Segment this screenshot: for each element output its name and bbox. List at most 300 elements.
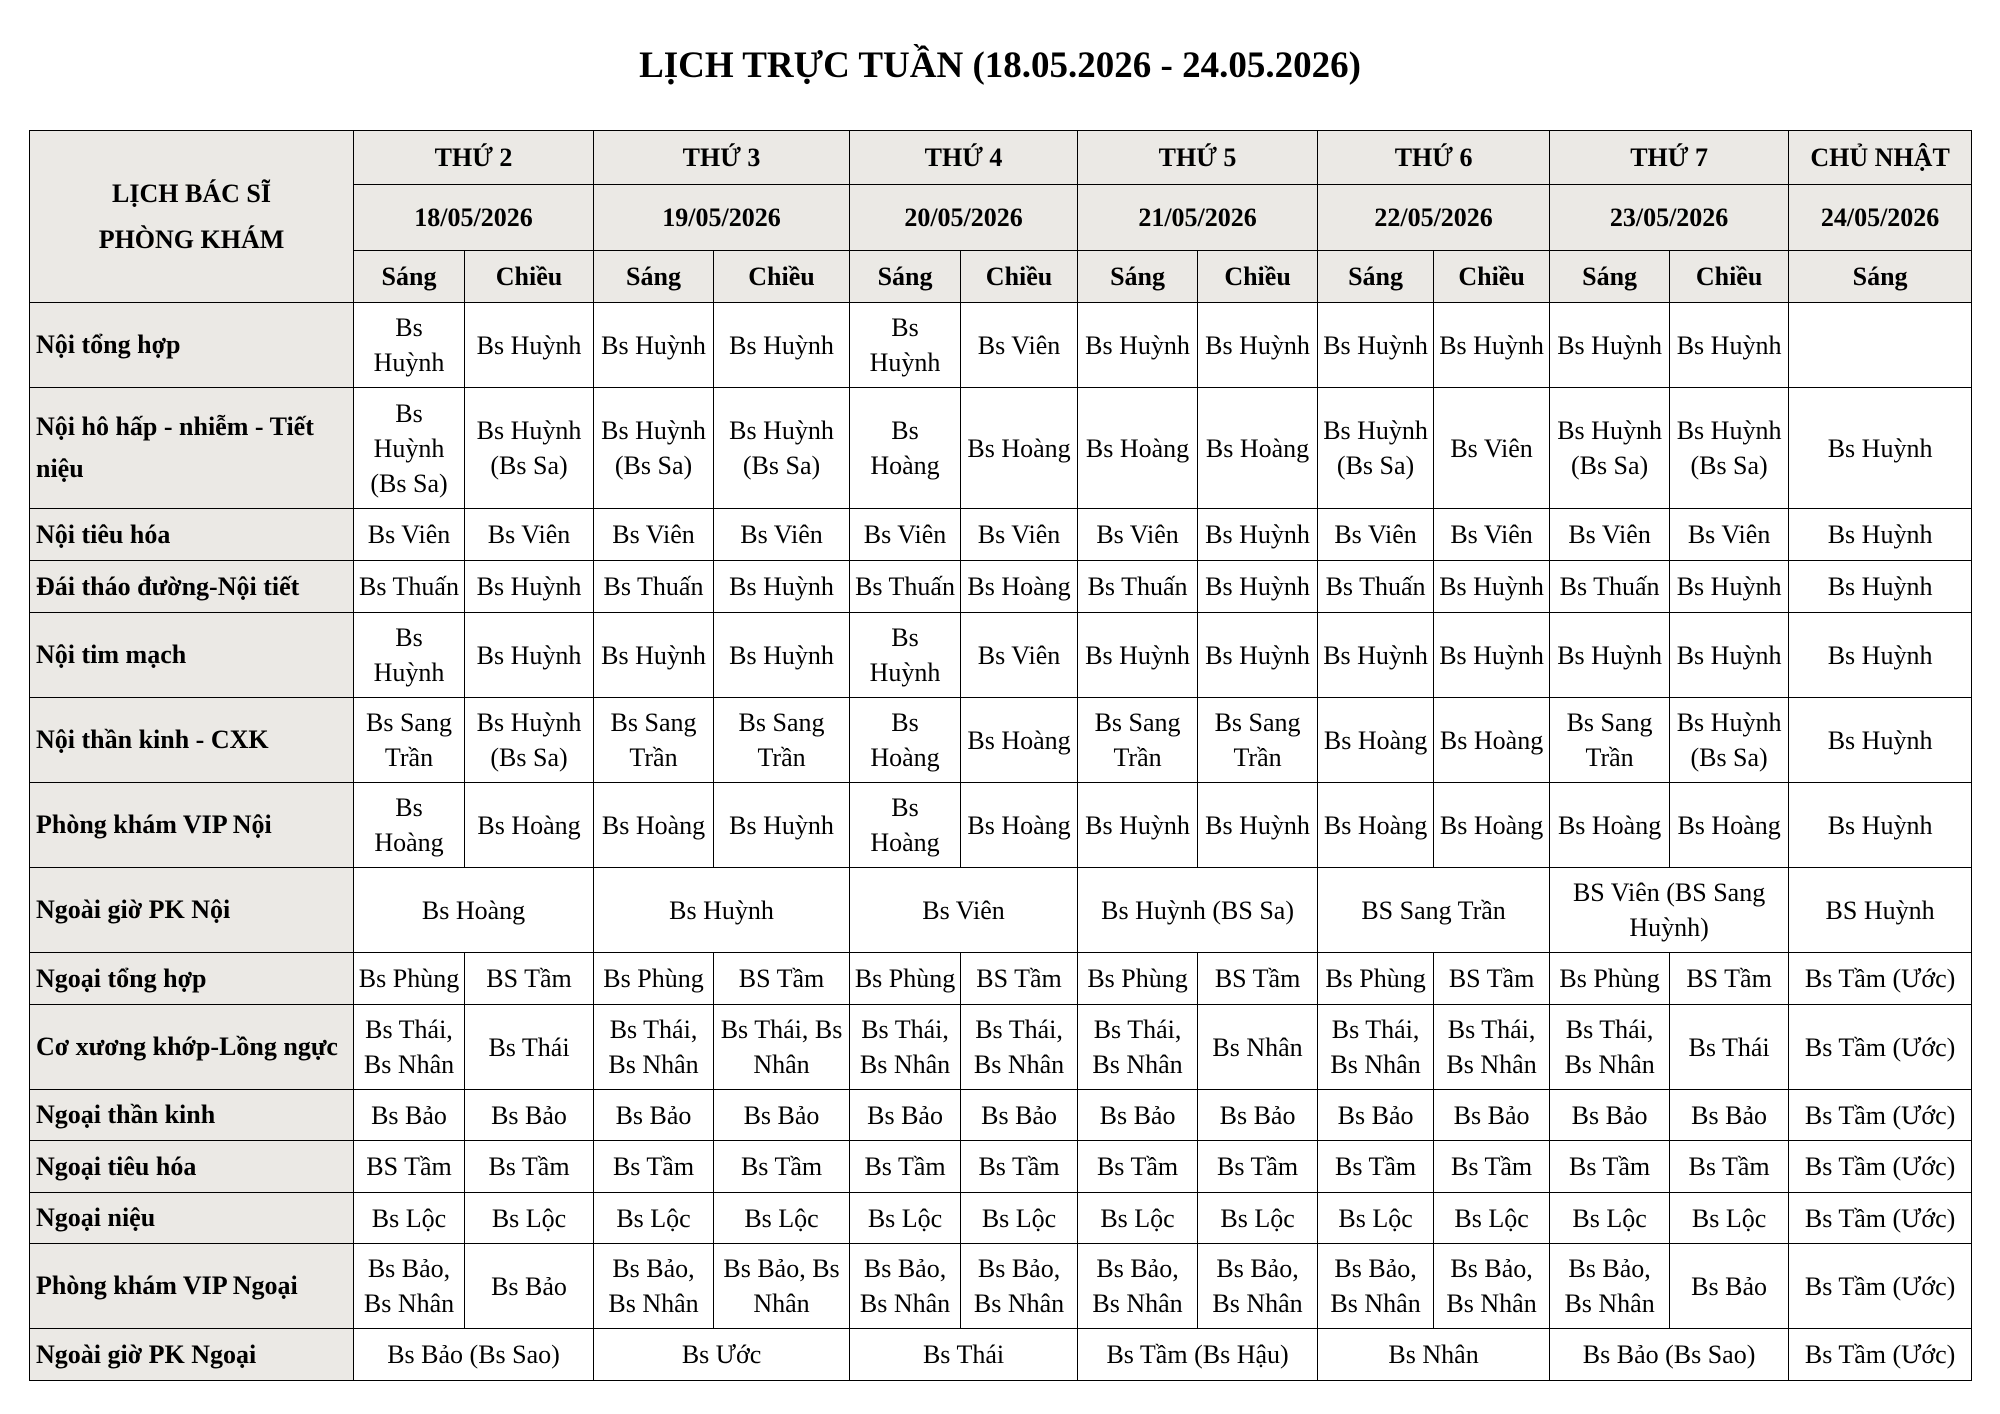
schedule-cell [354,1141,465,1193]
doctor-name: Bs Bảo [1453,1100,1530,1130]
doctor-name: Bs Lộc [867,1203,943,1233]
doctor-name: Bs Lộc [491,1203,567,1233]
doctor-name: Bs Bảo, Bs Nhân [1564,1254,1655,1318]
doctor-name: Bs Tầm [864,1152,946,1181]
doctor-name: Bs Hoàng [1439,810,1544,840]
doctor-name: Bs Lộc [371,1203,447,1233]
doctor-name: Bs Thái, Bs Nhân [859,1015,951,1079]
schedule-cell [1434,388,1550,509]
doctor-name: Bs Phùng [1325,964,1426,993]
day-header: THỨ 5 [1078,131,1318,185]
doctor-name: Bs Huỳnh [1827,433,1933,463]
schedule-cell [1078,613,1198,698]
doctor-name: Bs Huỳnh [1205,572,1310,601]
schedule-cell [465,1193,594,1244]
schedule-cell [1550,1193,1670,1244]
doctor-name: Bs Tầm [1096,1152,1179,1181]
schedule-cell [1550,698,1670,783]
doctor-name: Bs Hoàng [870,708,940,772]
doctor-name: Bs Huỳnh [1439,330,1544,360]
doctor-name: Bs Bảo, Bs Nhân [1446,1254,1537,1318]
schedule-cell [1078,1244,1198,1329]
doctor-name: Bs Phùng [854,964,956,993]
row-label: Phòng khám VIP Nội [30,783,354,868]
shift-header: Sáng [1550,251,1670,303]
schedule-cell [1789,509,1972,561]
doctor-name: Bs Bảo, Bs Nhân [859,1254,951,1318]
schedule-cell [1789,1090,1972,1141]
schedule-cell [1789,1005,1972,1090]
schedule-row [30,783,1972,868]
schedule-cell [1789,613,1972,698]
row-label: Nội tim mạch [30,613,354,698]
shift-header: Chiều [1198,251,1318,303]
schedule-cell [594,868,850,953]
schedule-cell [1434,1244,1550,1329]
doctor-name: Bs Huỳnh [1085,810,1190,840]
schedule-cell [594,953,714,1005]
schedule-cell [1789,783,1972,868]
schedule-cell [1670,303,1789,388]
doctor-name: Bs Huỳnh [729,330,834,360]
schedule-cell [1670,953,1789,1005]
doctor-name: Bs Thái, Bs Nhân [973,1015,1065,1079]
schedule-cell [1078,561,1198,613]
corner-label-line1: LỊCH BÁC SĨ [112,178,271,208]
schedule-cell [961,783,1078,868]
doctor-name: Bs Tầm [1334,1152,1417,1181]
row-label: Phòng khám VIP Ngoại [30,1244,354,1329]
schedule-cell [465,388,594,509]
schedule-row [30,868,1972,953]
schedule-cell [1789,388,1972,509]
schedule-cell [594,783,714,868]
doctor-name: Bs Bảo [1219,1100,1296,1130]
schedule-row [30,1090,1972,1141]
schedule-cell [961,509,1078,561]
schedule-cell [961,1141,1078,1193]
schedule-cell [714,698,850,783]
doctor-name: Bs Huỳnh [1085,330,1190,360]
schedule-cell [594,388,714,509]
schedule-cell [594,698,714,783]
doctor-name: Bs Hoàng [967,572,1071,601]
doctor-name: Bs Thuấn [855,572,955,601]
row-label: Ngoại thần kinh [30,1090,354,1141]
doctor-name: Bs Lộc [744,1203,819,1233]
doctor-name: Bs Huỳnh [1557,330,1662,360]
schedule-cell [1198,613,1318,698]
doctor-name: Bs Tầm (Ước) [1804,1032,1956,1062]
doctor-name: Bs Hoàng [870,416,940,480]
doctor-name: Bs Hoàng [1085,433,1190,463]
doctor-name: Bs Huỳnh [1827,725,1933,755]
doctor-name: Bs Sang Trần [1094,708,1181,772]
schedule-cell [850,1005,961,1090]
schedule-cell [714,783,850,868]
doctor-name: Bs Huỳnh [729,572,834,601]
doctor-name: Bs Lộc [1691,1203,1767,1233]
schedule-cell [1318,388,1434,509]
schedule-cell [714,388,850,509]
doctor-name: BS Tầm [738,964,825,993]
schedule-cell [354,388,465,509]
schedule-cell [1550,1244,1670,1329]
doctor-name: Bs Hoàng [967,810,1071,840]
schedule-cell [1198,1244,1318,1329]
doctor-name: Bs Huỳnh (Bs Sa) [1676,416,1782,480]
schedule-cell [961,1244,1078,1329]
shift-header: Chiều [1434,251,1550,303]
schedule-cell [1550,388,1670,509]
date-header: 21/05/2026 [1078,185,1318,251]
schedule-cell [850,388,961,509]
doctor-name: Bs Thuấn [603,572,704,601]
schedule-cell [1550,1329,1789,1381]
shift-header: Chiều [1670,251,1789,303]
schedule-cell [354,1329,594,1381]
doctor-name: Bs Huỳnh [1323,640,1428,670]
schedule-cell [714,1090,850,1141]
schedule-cell [714,1005,850,1090]
schedule-cell [1789,561,1972,613]
doctor-name: Bs Thuấn [359,572,459,601]
doctor-name: Bs Huỳnh [869,313,941,377]
doctor-name: Bs Huỳnh [1205,330,1310,360]
schedule-cell [850,1090,961,1141]
doctor-name: Bs Viên [1568,520,1651,549]
doctor-name: Bs Huỳnh [476,330,582,360]
schedule-cell [465,613,594,698]
doctor-name: Bs Huỳnh [1676,640,1782,670]
schedule-cell [1318,868,1550,953]
schedule-cell [354,509,465,561]
doctor-name: Bs Bảo [1691,1271,1767,1301]
doctor-name: Bs Lộc [1100,1203,1175,1233]
doctor-name: Bs Thái [922,1340,1005,1369]
doctor-name: Bs Viên [740,520,823,549]
row-label: Đái tháo đường-Nội tiết [30,561,354,613]
schedule-cell [465,698,594,783]
schedule-cell [714,953,850,1005]
schedule-cell [1789,303,1972,388]
doctor-name: Bs Hoàng [967,725,1071,755]
row-label: Ngoại niệu [30,1193,354,1244]
schedule-cell [1550,613,1670,698]
schedule-cell [1550,561,1670,613]
schedule-cell [1670,1090,1789,1141]
schedule-row [30,1329,1972,1381]
doctor-name: BS Sang Trần [1361,895,1506,925]
schedule-cell [1198,1090,1318,1141]
schedule-cell [465,953,594,1005]
schedule-cell [1434,783,1550,868]
schedule-cell [1078,1329,1318,1381]
doctor-name: Bs Viên [367,520,451,549]
schedule-cell [1078,783,1198,868]
doctor-name: BS Tầm [1214,964,1301,993]
schedule-cell [1318,1193,1434,1244]
doctor-name: Bs Sang Trần [366,708,452,772]
doctor-name: Bs Thuấn [1325,572,1426,601]
doctor-name: BS Tầm [486,964,572,993]
schedule-cell [1670,509,1789,561]
doctor-name: Bs Hoàng [601,810,706,840]
doctor-name: Bs Huỳnh [1205,640,1310,670]
schedule-cell [594,561,714,613]
schedule-cell [1434,1005,1550,1090]
schedule-cell [354,561,465,613]
corner-header [30,131,354,303]
doctor-name: Bs Tầm [1688,1152,1770,1181]
schedule-cell [1670,1005,1789,1090]
schedule-cell [1434,561,1550,613]
schedule-cell [1318,613,1434,698]
schedule-cell [714,1141,850,1193]
doctor-name: Bs Tầm (Ước) [1804,1203,1956,1233]
schedule-cell [465,561,594,613]
doctor-name: Bs Bảo [981,1100,1057,1130]
schedule-cell [961,698,1078,783]
doctor-name: Bs Sang Trần [1566,708,1653,772]
schedule-cell [1550,1141,1670,1193]
doctor-name: Bs Bảo, Bs Nhân [1330,1254,1421,1318]
schedule-cell [354,698,465,783]
schedule-cell [465,783,594,868]
doctor-name: Bs Thái, Bs Nhân [363,1015,455,1079]
doctor-name: Bs Bảo (Bs Sao) [1582,1340,1756,1369]
doctor-name: Bs Hoàng [967,433,1071,463]
doctor-name: Bs Viên [612,520,695,549]
doctor-name: Bs Huỳnh [373,623,445,687]
schedule-cell [1670,1193,1789,1244]
doctor-name: Bs Bảo, Bs Nhân [608,1254,699,1318]
doctor-name: Bs Tầm (Ước) [1804,1152,1956,1181]
doctor-name: Bs Huỳnh [601,330,706,360]
schedule-cell [1318,1090,1434,1141]
day-header: THỨ 3 [594,131,850,185]
schedule-cell [1434,953,1550,1005]
schedule-cell [1078,698,1198,783]
schedule-cell [1078,1090,1198,1141]
doctor-name: Bs Huỳnh [1827,810,1933,840]
doctor-name: Bs Tầm [978,1152,1060,1181]
schedule-cell [354,613,465,698]
doctor-name: Bs Tầm [740,1152,823,1181]
doctor-name: BS Tầm [1686,964,1772,993]
schedule-cell [465,303,594,388]
doctor-name: Bs Huỳnh [1827,520,1933,549]
shift-header: Sáng [1078,251,1198,303]
schedule-cell [465,509,594,561]
schedule-cell [594,1005,714,1090]
page-title: LỊCH TRỰC TUẦN (18.05.2026 - 24.05.2026) [639,45,1361,86]
schedule-cell [465,1005,594,1090]
schedule-cell [1789,698,1972,783]
schedule-cell [850,1141,961,1193]
doctor-name: Bs Huỳnh (Bs Sa) [476,416,582,480]
schedule-cell [714,1193,850,1244]
doctor-name: Bs Huỳnh [1557,640,1662,670]
schedule-cell [1550,783,1670,868]
schedule-cell [1789,868,1972,953]
doctor-name: Bs Phùng [1559,964,1660,993]
schedule-cell [1318,953,1434,1005]
doctor-name: Bs Thái, Bs Nhân [608,1015,699,1079]
row-label: Nội tổng hợp [30,303,354,388]
schedule-cell [1198,783,1318,868]
schedule-cell [961,388,1078,509]
doctor-name: Bs Huỳnh [373,313,445,377]
doctor-name: Bs Bảo [867,1100,943,1130]
doctor-name: Bs Bảo [491,1271,567,1301]
schedule-cell [850,868,1078,953]
doctor-name: Bs Viên [977,640,1061,670]
schedule-cell [1670,561,1789,613]
schedule-cell [1789,1244,1972,1329]
schedule-cell [465,1090,594,1141]
schedule-cell [354,953,465,1005]
doctor-name: Bs Hoàng [870,793,940,857]
doctor-name: Bs Hoàng [1677,810,1781,840]
schedule-cell [714,509,850,561]
schedule-row [30,1244,1972,1329]
schedule-cell [1789,1329,1972,1381]
doctor-name: Bs Tầm (Bs Hậu) [1106,1340,1289,1369]
schedule-cell [1198,1141,1318,1193]
schedule-cell [961,1005,1078,1090]
doctor-name: Bs Huỳnh [1676,330,1782,360]
doctor-name: Bs Viên [922,895,1005,925]
schedule-row [30,388,1972,509]
schedule-row [30,1141,1972,1193]
schedule-cell [1198,1005,1318,1090]
schedule-cell [1318,1005,1434,1090]
doctor-name: Bs Huỳnh [669,895,774,925]
schedule-cell [594,1090,714,1141]
doctor-name: Bs Thái, Bs Nhân [1092,1015,1183,1079]
doctor-name: Bs Bảo [491,1100,567,1130]
schedule-cell [1434,613,1550,698]
doctor-name: Bs Tầm (Ước) [1804,1100,1956,1130]
schedule-cell [1434,698,1550,783]
schedule-cell [1078,1193,1198,1244]
schedule-cell [1318,509,1434,561]
doctor-name: Bs Thái, Bs Nhân [1446,1015,1537,1079]
schedule-cell [850,1193,961,1244]
schedule-cell [354,1005,465,1090]
shift-header: Sáng [850,251,961,303]
schedule-row [30,509,1972,561]
schedule-cell [594,303,714,388]
doctor-name: Bs Phùng [1087,964,1188,993]
schedule-cell [354,1193,465,1244]
schedule-cell [961,303,1078,388]
schedule-cell [1078,509,1198,561]
doctor-name: Bs Sang Trần [610,708,697,772]
schedule-cell [850,613,961,698]
doctor-name: Bs Bảo [1571,1100,1648,1130]
doctor-name: Bs Lộc [1220,1203,1295,1233]
schedule-cell [1198,561,1318,613]
doctor-name: Bs Lộc [1338,1203,1413,1233]
doctor-name: BS Tầm [366,1152,452,1181]
doctor-name: Bs Huỳnh (Bs Sa) [1676,708,1782,772]
doctor-name: Bs Hoàng [421,895,526,925]
doctor-name: Bs Bảo [371,1100,447,1130]
schedule-row [30,1193,1972,1244]
schedule-cell [1550,1005,1670,1090]
doctor-name: Bs Sang Trần [738,708,825,772]
doctor-name: Bs Bảo [1691,1100,1767,1130]
doctor-name: Bs Thái [1688,1032,1770,1062]
row-label: Ngoại tổng hợp [30,953,354,1005]
day-header: CHỦ NHẬT [1789,131,1972,185]
header-row-days [30,131,1972,185]
schedule-cell [714,303,850,388]
schedule-cell [850,953,961,1005]
shift-header: Sáng [1789,251,1972,303]
schedule-cell [354,1090,465,1141]
schedule-row [30,303,1972,388]
schedule-cell [850,1244,961,1329]
shift-header: Sáng [354,251,465,303]
doctor-name: Bs Bảo [615,1100,692,1130]
schedule-cell [961,953,1078,1005]
schedule-row [30,953,1972,1005]
day-header: THỨ 7 [1550,131,1789,185]
schedule-cell [1198,388,1318,509]
doctor-name: Bs Bảo [1099,1100,1176,1130]
schedule-cell [1318,561,1434,613]
schedule-cell [850,509,961,561]
schedule-cell [1078,303,1198,388]
doctor-name: Bs Thái, Bs Nhân [1564,1015,1655,1079]
doctor-name: Bs Viên [1450,433,1533,463]
date-header: 19/05/2026 [594,185,850,251]
doctor-name: Bs Hoàng [1557,810,1662,840]
schedule-cell [1078,1141,1198,1193]
doctor-name: Bs Nhân [1212,1032,1303,1062]
doctor-name: Bs Huỳnh [869,623,941,687]
schedule-cell [850,783,961,868]
schedule-cell [961,1193,1078,1244]
doctor-name: Bs Bảo [1337,1100,1414,1130]
schedule-cell [1198,953,1318,1005]
schedule-cell [594,1329,850,1381]
schedule-cell [1198,303,1318,388]
row-label: Ngoài giờ PK Nội [30,868,354,953]
doctor-name: Bs Tầm (Ước) [1804,1340,1956,1369]
schedule-cell [1670,613,1789,698]
duty-schedule-table [29,130,1972,1381]
doctor-name: Bs Tầm (Ước) [1804,1271,1956,1301]
doctor-name: Bs Huỳnh [1323,330,1428,360]
schedule-cell [1550,868,1789,953]
schedule-cell [1078,388,1198,509]
schedule-cell [1318,783,1434,868]
row-label: Ngoài giờ PK Ngoại [30,1329,354,1381]
schedule-cell [1078,953,1198,1005]
date-header: 20/05/2026 [850,185,1078,251]
doctor-name: Bs Huỳnh [1439,640,1544,670]
doctor-name: Bs Lộc [1572,1203,1647,1233]
shift-header: Chiều [465,251,594,303]
schedule-cell [594,1193,714,1244]
doctor-name: Bs Huỳnh [729,810,834,840]
doctor-name: Bs Bảo, Bs Nhân [723,1254,840,1318]
schedule-cell [1550,1090,1670,1141]
